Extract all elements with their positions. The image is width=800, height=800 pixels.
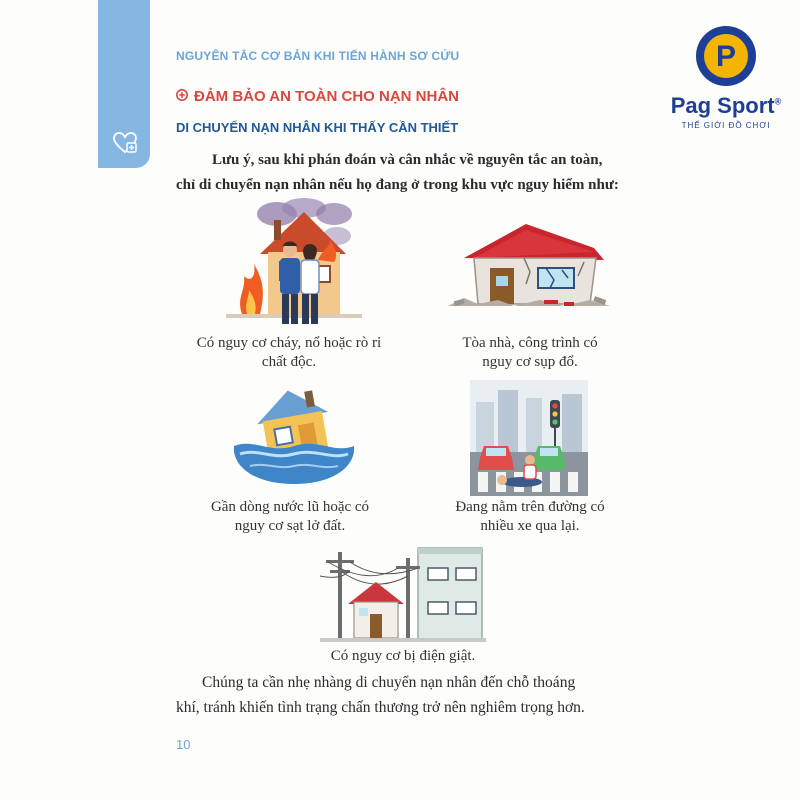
caption-fire-risk: [176, 334, 402, 372]
closing-paragraph: [176, 670, 646, 720]
section-bullet-icon: [176, 89, 188, 101]
road-accident-illustration: [470, 380, 588, 496]
caption-line: nguy cơ sạt lở đất.: [234, 518, 346, 534]
running-head: NGUYÊN TẮC CƠ BẢN KHI TIẾN HÀNH SƠ CỨU: [176, 49, 460, 63]
caption-line: Gần dòng nước lũ hoặc có: [210, 499, 370, 515]
caption-line: Đang nằm trên đường có: [455, 499, 605, 515]
intro-line: Lưu ý, sau khi phán đoán và cân nhắc về nguyên tắc an toàn,: [212, 152, 603, 168]
intro-line: chỉ di chuyển nạn nhân nếu họ đang ở trong khu vực nguy hiểm như:: [176, 177, 619, 193]
caption-electric-risk: [290, 647, 516, 666]
side-tab: [98, 0, 150, 168]
brand-logo-letter: P: [715, 40, 737, 73]
brand-name-text: Pag Sport: [670, 93, 775, 118]
section-title: [176, 88, 459, 105]
burning-house-illustration: [222, 198, 362, 333]
brand-watermark: [656, 24, 796, 130]
power-lines-illustration: [320, 546, 486, 642]
caption-collapse-risk: [416, 334, 644, 372]
caption-traffic-risk: [416, 498, 644, 536]
brand-name: [656, 93, 796, 119]
page-number: 10: [176, 737, 191, 752]
closing-line: Chúng ta cần nhẹ nhàng di chuyển nạn nhân đến chỗ thoáng: [202, 674, 576, 691]
registered-mark: ®: [774, 96, 782, 107]
caption-line: Có nguy cơ bị điện giật.: [330, 648, 476, 664]
caption-line: Tòa nhà, công trình có: [462, 335, 598, 351]
intro-paragraph: [176, 148, 646, 198]
collapsed-building-illustration: [444, 218, 614, 310]
heart-plus-icon: [112, 130, 138, 156]
brand-tagline: THẾ GIỚI ĐỒ CHƠI: [681, 121, 771, 130]
caption-line: nguy cơ sụp đổ.: [482, 354, 578, 370]
caption-line: chất độc.: [261, 354, 317, 370]
brand-logo-icon: [694, 24, 758, 88]
closing-line: khí, tránh khiến tình trạng chấn thương trở nên nghiêm trọng hơn.: [176, 699, 585, 716]
section-title-text: ĐẢM BẢO AN TOÀN CHO NẠN NHÂN: [194, 88, 459, 105]
caption-line: Có nguy cơ cháy, nổ hoặc rò rỉ: [196, 335, 382, 351]
flood-house-illustration: [230, 382, 358, 486]
caption-line: nhiều xe qua lại.: [480, 518, 580, 534]
sub-title: DI CHUYỂN NẠN NHÂN KHI THẤY CẦN THIẾT: [176, 120, 459, 135]
caption-flood-risk: [176, 498, 404, 536]
